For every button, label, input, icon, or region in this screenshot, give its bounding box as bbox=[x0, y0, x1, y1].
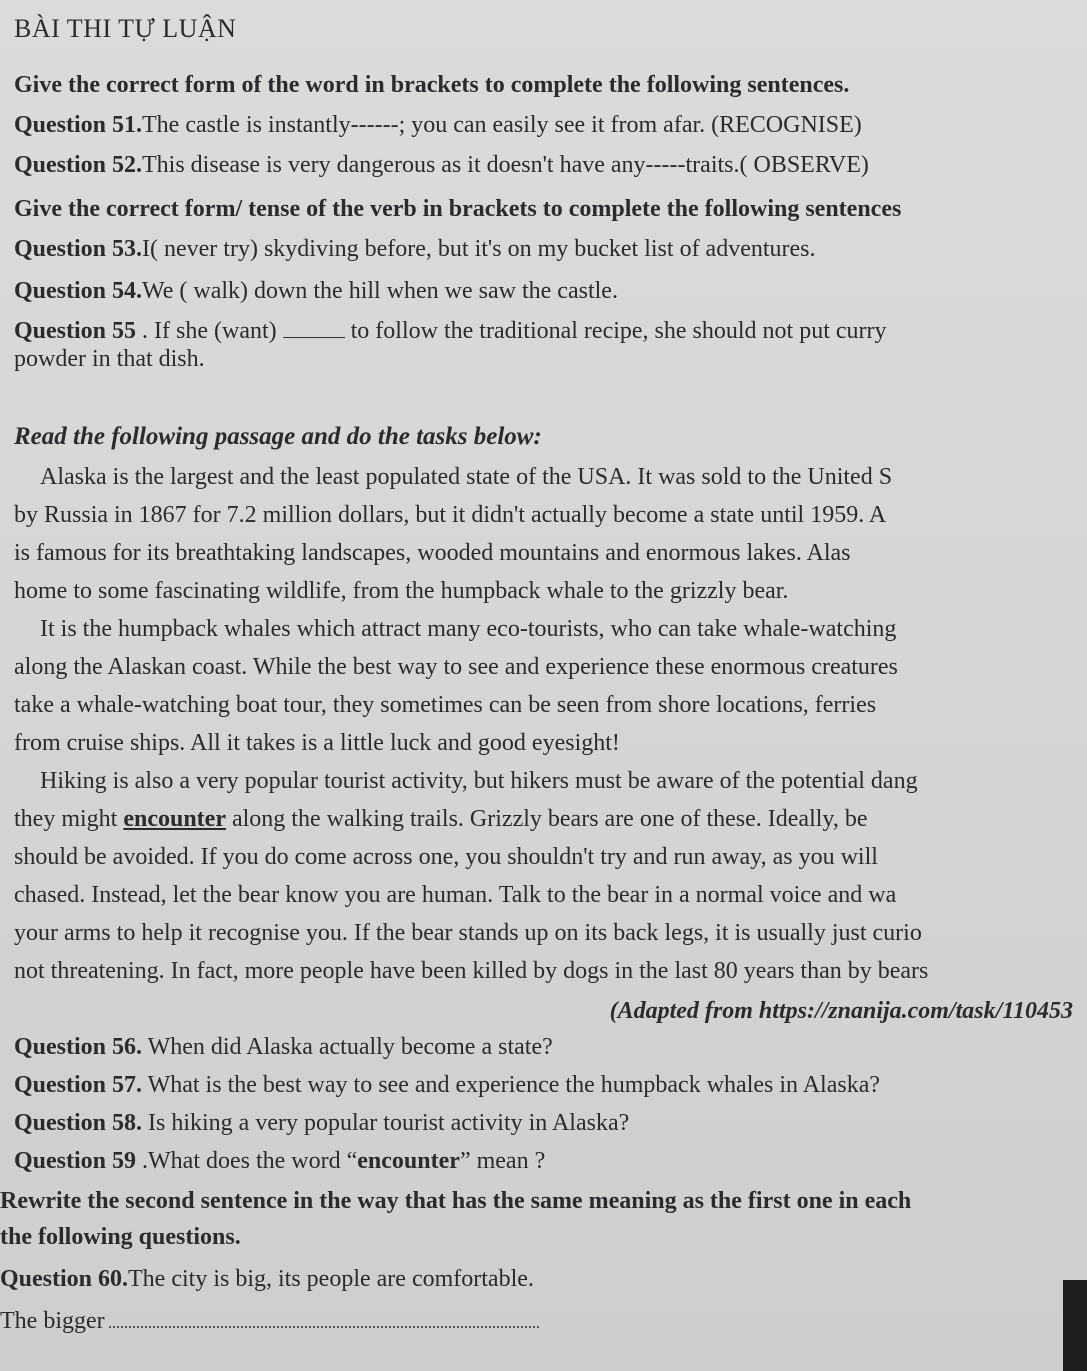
passage-line: chased. Instead, let the bear know you are human. Talk to the bear in a normal voice and wa bbox=[14, 882, 897, 908]
passage-line: should be avoided. If you do come across one, you shouldn't try and run away, as you will bbox=[14, 844, 878, 870]
question-text: ” mean ? bbox=[459, 1148, 546, 1174]
passage-line: home to some fascinating wildlife, from the humpback whale to the grizzly bear. bbox=[14, 578, 789, 604]
passage-line: from cruise ships. All it takes is a little luck and good eyesight! bbox=[14, 730, 620, 756]
answer-dotted-line bbox=[109, 1326, 539, 1328]
instruction-rewrite-cont: the following questions. bbox=[0, 1224, 241, 1250]
question-label: Question 59 bbox=[14, 1148, 137, 1174]
question-text: Is hiking a very popular tourist activity in Alaska? bbox=[142, 1110, 630, 1136]
question-label: Question 53. bbox=[14, 236, 143, 262]
question-label: Question 57. bbox=[14, 1072, 143, 1098]
passage-line: your arms to help it recognise you. If the bear stands up on its back legs, it is usually just curio bbox=[14, 920, 922, 946]
question-label: Question 60. bbox=[0, 1266, 129, 1292]
reading-title: Read the following passage and do the tasks below: bbox=[14, 423, 542, 450]
passage-line: along the Alaskan coast. While the best way to see and experience these enormous creatures bbox=[14, 654, 898, 680]
passage-line: by Russia in 1867 for 7.2 million dollars, but it didn't actually become a state until 1959. A bbox=[14, 502, 887, 528]
passage-line bbox=[14, 804, 1073, 834]
highlighted-word: encounter bbox=[123, 806, 226, 832]
question-59 bbox=[14, 1146, 1073, 1176]
question-label: Question 55 bbox=[14, 318, 137, 344]
quoted-word: encounter bbox=[357, 1148, 460, 1174]
answer-blank bbox=[283, 337, 345, 338]
question-text: The castle is instantly------; you can easily see it from afar. (RECOGNISE) bbox=[142, 112, 862, 138]
answer-prefix: The bigger bbox=[0, 1308, 105, 1334]
paper-edge-shadow bbox=[1063, 1280, 1087, 1371]
question-label: Question 54. bbox=[14, 278, 143, 304]
passage-line: Hiking is also a very popular tourist activity, but hikers must be aware of the potential dang bbox=[40, 768, 918, 794]
question-text: What is the best way to see and experience the humpback whales in Alaska? bbox=[142, 1072, 880, 1098]
question-51 bbox=[14, 110, 1073, 140]
question-text: . If she (want) bbox=[136, 318, 277, 344]
passage-line: Alaska is the largest and the least populated state of the USA. It was sold to the United S bbox=[40, 464, 893, 490]
question-52 bbox=[14, 150, 1073, 180]
passage-text: along the walking trails. Grizzly bears are one of these. Ideally, be bbox=[225, 806, 868, 832]
passage-line: take a whale-watching boat tour, they sometimes can be seen from shore locations, ferries bbox=[14, 692, 877, 718]
question-text: I( never try) skydiving before, but it's on my bucket list of adventures. bbox=[142, 236, 816, 262]
passage-line: It is the humpback whales which attract many eco-tourists, who can take whale-watching bbox=[40, 616, 897, 642]
passage-text: they might bbox=[14, 806, 124, 832]
passage-line: not threatening. In fact, more people have been killed by dogs in the last 80 years than by bears bbox=[14, 958, 929, 984]
question-text: When did Alaska actually become a state? bbox=[142, 1034, 553, 1060]
question-56 bbox=[14, 1032, 1073, 1062]
question-60 bbox=[0, 1264, 1073, 1294]
page-header: BÀI THI TỰ LUẬN bbox=[14, 14, 237, 43]
question-text: This disease is very dangerous as it doesn't have any-----traits.( OBSERVE) bbox=[142, 152, 869, 178]
instruction-rewrite: Rewrite the second sentence in the way that has the same meaning as the first one in each bbox=[0, 1188, 912, 1214]
question-55 bbox=[14, 316, 1073, 346]
question-text: We ( walk) down the hill when we saw the castle. bbox=[142, 278, 618, 304]
question-54 bbox=[14, 276, 1073, 306]
instruction-verb-tense: Give the correct form/ tense of the verb in brackets to complete the following sentences bbox=[14, 196, 902, 222]
passage-source: (Adapted from https://znanija.com/task/110453 bbox=[609, 998, 1073, 1024]
instruction-word-form: Give the correct form of the word in brackets to complete the following sentences. bbox=[14, 72, 850, 98]
question-label: Question 52. bbox=[14, 152, 143, 178]
answer-line-q60 bbox=[0, 1306, 1073, 1336]
question-57 bbox=[14, 1070, 1073, 1100]
question-text: The city is big, its people are comfortable. bbox=[128, 1266, 534, 1292]
question-55-line2: powder in that dish. bbox=[14, 346, 205, 372]
question-text-cont: to follow the traditional recipe, she should not put curry bbox=[350, 318, 887, 344]
question-label: Question 56. bbox=[14, 1034, 143, 1060]
question-58 bbox=[14, 1108, 1073, 1138]
question-text: .What does the word “ bbox=[136, 1148, 358, 1174]
passage-line: is famous for its breathtaking landscapes, wooded mountains and enormous lakes. Alas bbox=[14, 540, 851, 566]
question-label: Question 51. bbox=[14, 112, 143, 138]
question-53 bbox=[14, 234, 1073, 264]
question-label: Question 58. bbox=[14, 1110, 143, 1136]
